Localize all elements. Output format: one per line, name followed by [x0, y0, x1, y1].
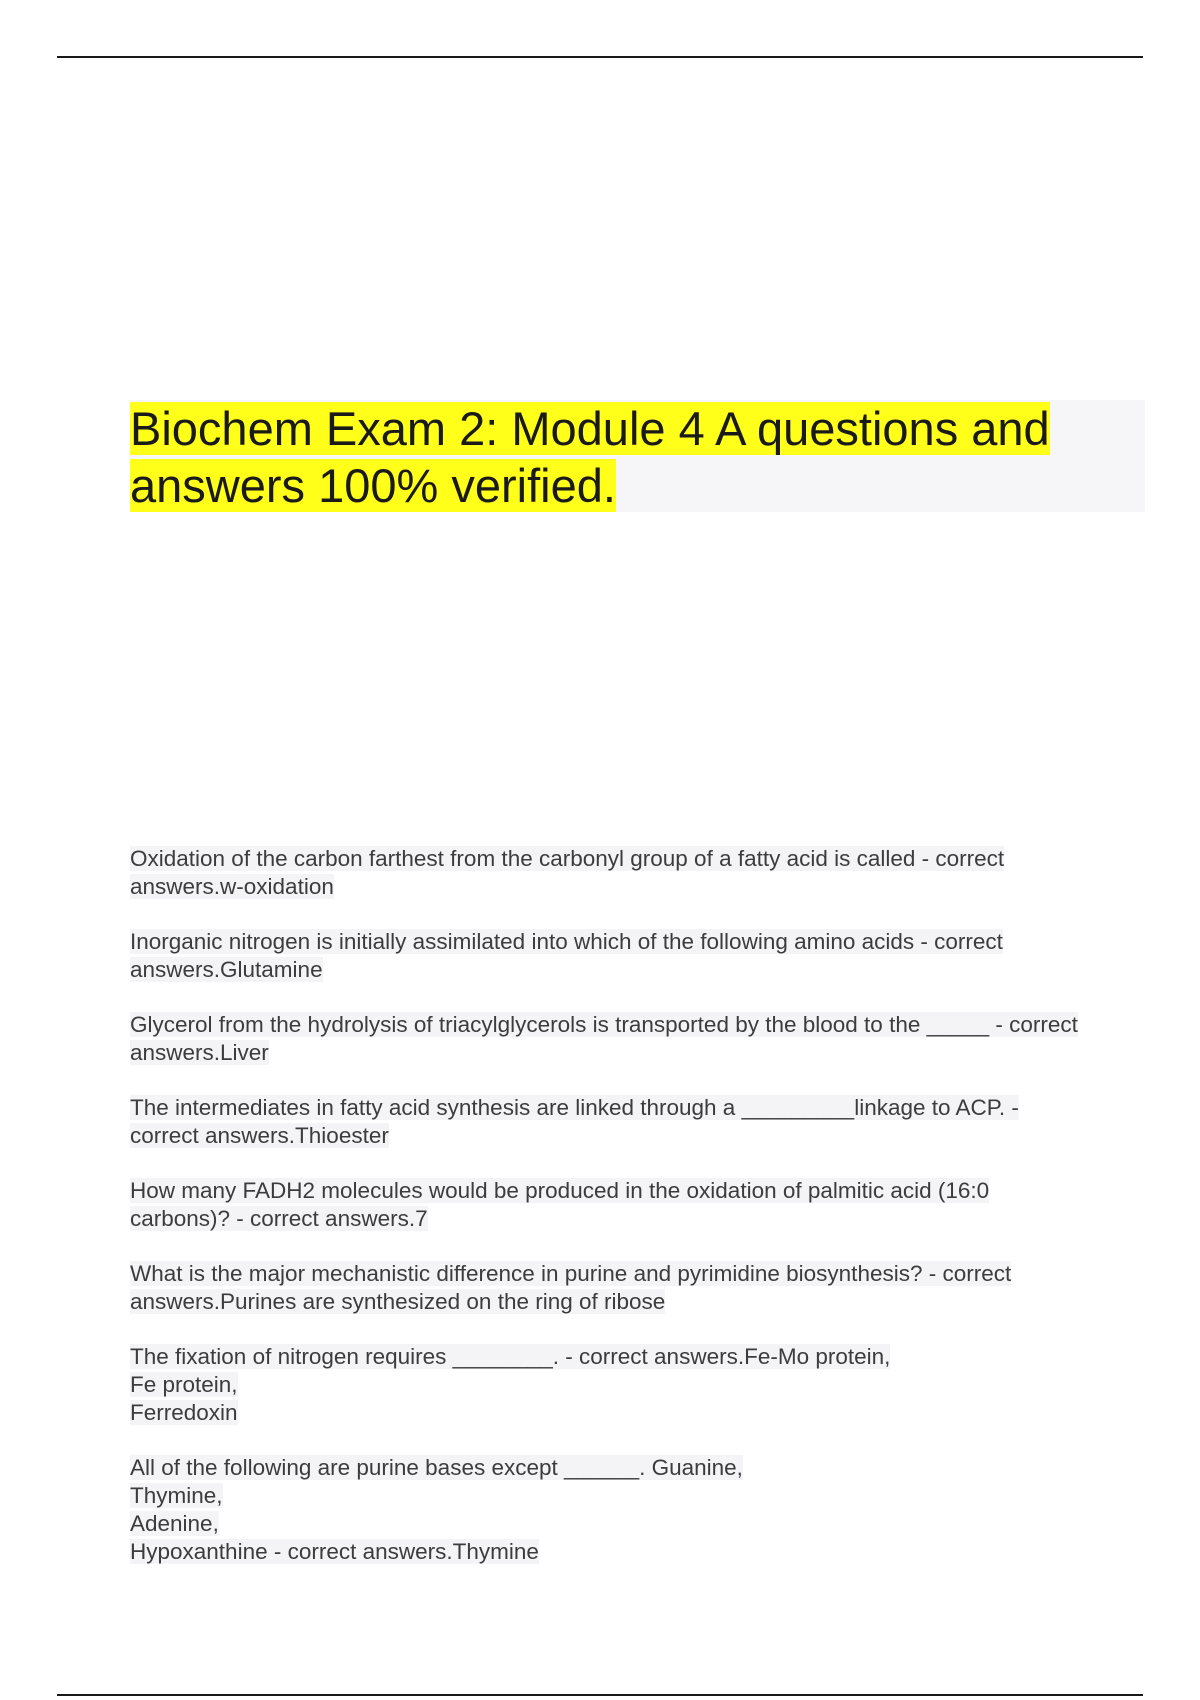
title-block	[130, 400, 1145, 512]
qa-item-1: Oxidation of the carbon farthest from the carbonyl group of a fatty acid is called - correct answers.w-oxidation	[130, 846, 1005, 899]
qa-item-3: Glycerol from the hydrolysis of triacylglycerols is transported by the blood to the _____ - correct answers.Liver	[130, 1012, 1078, 1065]
qa-list	[130, 845, 1150, 1593]
qa-item-4: The intermediates in fatty acid synthesis are linked through a _________linkage to ACP. - correct answers.Thioester	[130, 1095, 1019, 1148]
qa-item-2: Inorganic nitrogen is initially assimilated into which of the following amino acids - correct answers.Glutamine	[130, 929, 1003, 982]
top-rule	[57, 56, 1143, 58]
qa-item-6: What is the major mechanistic difference in purine and pyrimidine biosynthesis? - correct answers.Purines are synthesized on the ring of ribose	[130, 1261, 1012, 1314]
qa-item-5: How many FADH2 molecules would be produced in the oxidation of palmitic acid (16:0 carbons)? - correct answers.7	[130, 1178, 990, 1231]
qa-item-8: All of the following are purine bases except ______. Guanine, Thymine, Adenine, Hypoxanthine - correct answers.Thymine	[130, 1455, 743, 1564]
document-title: Biochem Exam 2: Module 4 A questions and answers 100% verified.	[130, 402, 1050, 512]
qa-item-7: The fixation of nitrogen requires ________. - correct answers.Fe-Mo protein, Fe protein, Ferredoxin	[130, 1344, 891, 1425]
bottom-rule	[57, 1694, 1143, 1696]
